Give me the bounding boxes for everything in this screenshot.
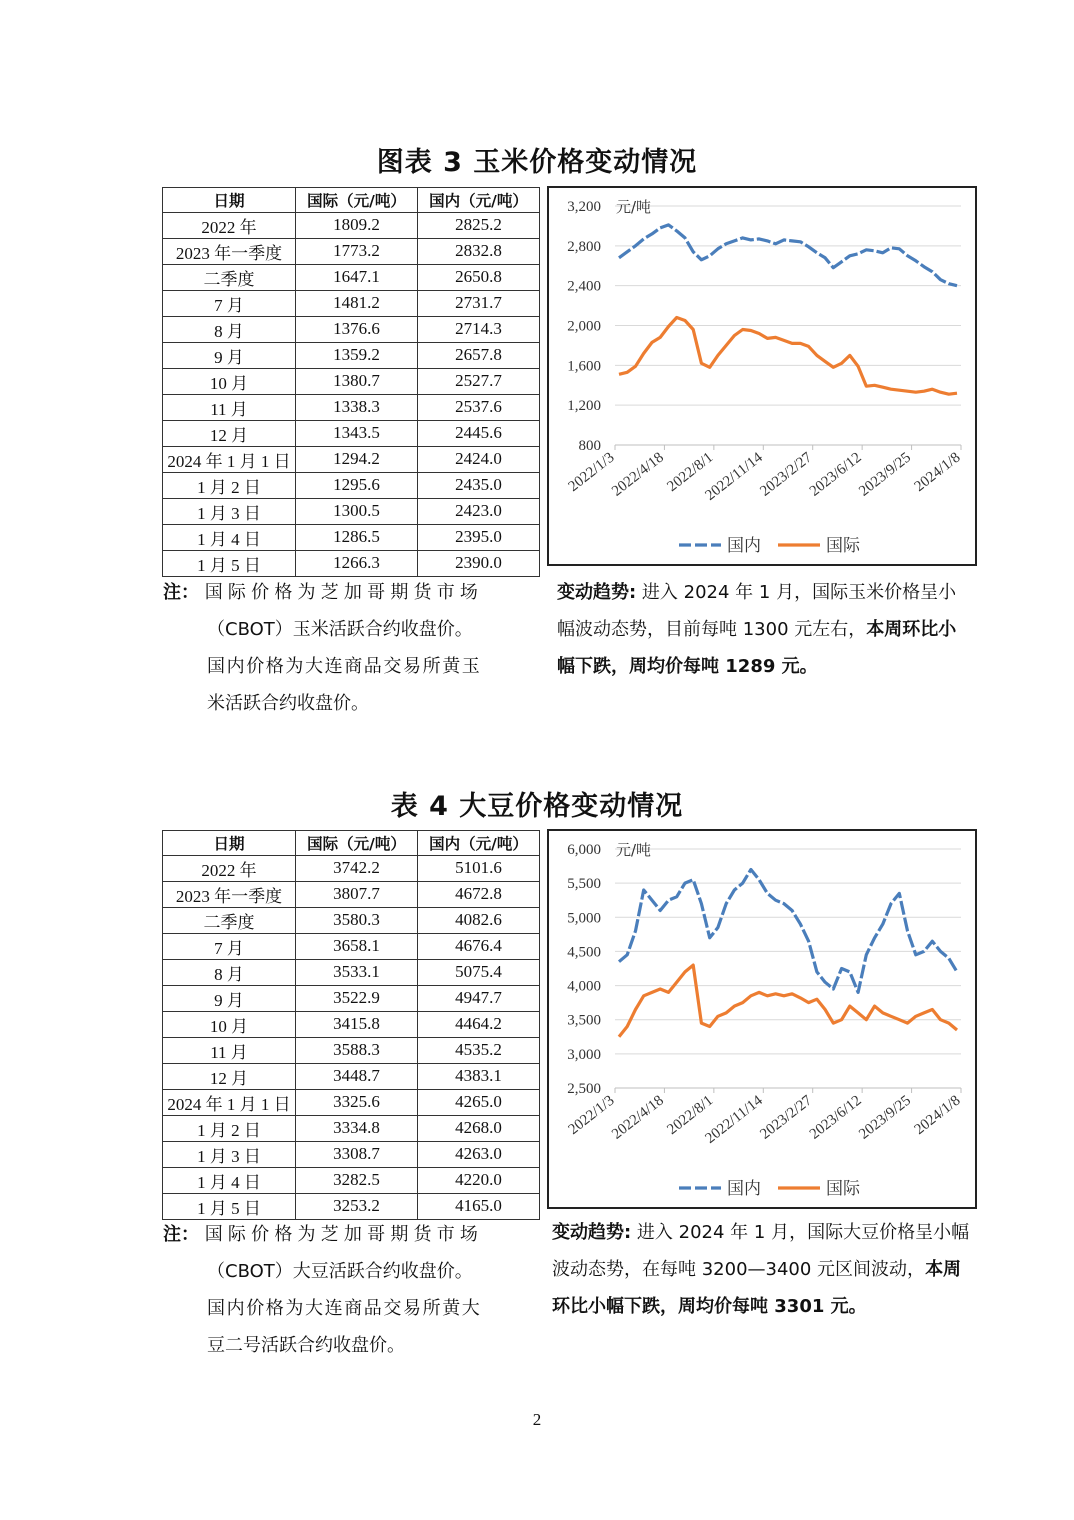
series-line-international — [619, 318, 957, 395]
cell-international: 1266.3 — [296, 550, 418, 576]
cell-date: 8 月 — [163, 959, 296, 985]
corn-price-table — [162, 187, 540, 577]
legend-label: 国内 — [727, 1179, 761, 1199]
cell-date: 7 月 — [163, 933, 296, 959]
y-tick-label: 2,400 — [567, 278, 601, 295]
table-row — [163, 342, 540, 368]
series-line-domestic — [619, 870, 957, 993]
x-tick-label: 2022/8/1 — [664, 449, 717, 495]
note-label: 注： — [163, 582, 199, 603]
note-line: （CBOT）玉米活跃合约收盘价。 — [207, 619, 473, 640]
cell-international: 1380.7 — [296, 368, 418, 394]
table-row — [163, 959, 540, 985]
table-row — [163, 1089, 540, 1115]
cell-international: 1338.3 — [296, 394, 418, 420]
note-line: （CBOT）大豆活跃合约收盘价。 — [207, 1261, 473, 1282]
cell-international: 3282.5 — [296, 1167, 418, 1193]
header-date: 日期 — [163, 188, 296, 213]
header-international: 国际（元/吨） — [296, 188, 418, 213]
cell-date: 2023 年一季度 — [163, 881, 296, 907]
x-tick-label: 2023/9/25 — [856, 449, 915, 500]
note-label: 注： — [163, 1224, 199, 1245]
note-line: 米活跃合约收盘价。 — [207, 693, 369, 714]
soy-chart-svg — [549, 831, 975, 1207]
header-date: 日期 — [163, 831, 296, 856]
cell-date: 9 月 — [163, 985, 296, 1011]
soy-price-table — [162, 830, 540, 1220]
x-tick-label: 2023/2/27 — [757, 449, 816, 500]
x-tick-label: 2022/4/18 — [609, 1092, 667, 1143]
trend-label: 变动趋势: — [557, 582, 637, 603]
cell-date: 2024 年 1 月 1 日 — [163, 446, 296, 472]
y-tick-label: 3,500 — [567, 1012, 601, 1029]
cell-international: 1295.6 — [296, 472, 418, 498]
trend-bold-text: 本周环比小幅下跌，周均价每吨 3301 元。 — [552, 1259, 962, 1317]
cell-date: 1 月 3 日 — [163, 498, 296, 524]
cell-international: 1481.2 — [296, 290, 418, 316]
table-row — [163, 881, 540, 907]
cell-international: 3415.8 — [296, 1011, 418, 1037]
trend-text: 进入 2024 年 1 月，国际玉米价格呈小幅波动态势，目前每吨 1300 元左右， — [557, 582, 957, 640]
x-tick-label: 2023/6/12 — [806, 1092, 865, 1143]
header-domestic: 国内（元/吨） — [418, 831, 540, 856]
table-row — [163, 907, 540, 933]
cell-domestic: 2731.7 — [418, 290, 540, 316]
cell-domestic: 2832.8 — [418, 238, 540, 264]
cell-domestic: 5075.4 — [418, 959, 540, 985]
cell-international: 3522.9 — [296, 985, 418, 1011]
y-tick-label: 3,200 — [567, 199, 601, 215]
cell-domestic: 4464.2 — [418, 1011, 540, 1037]
soy-section-title: 表 4 大豆价格变动情况 — [390, 791, 684, 822]
cell-date: 9 月 — [163, 342, 296, 368]
table-row — [163, 212, 540, 238]
series-line-domestic — [619, 225, 957, 286]
table-row — [163, 420, 540, 446]
cell-domestic: 4676.4 — [418, 933, 540, 959]
trend-text: 进入 2024 年 1 月，国际大豆价格呈小幅波动态势，在每吨 3200—3400 元区间波动， — [552, 1222, 970, 1280]
cell-international: 1359.2 — [296, 342, 418, 368]
table-header-row — [163, 188, 540, 213]
y-tick-label: 800 — [578, 438, 601, 454]
table-row — [163, 1141, 540, 1167]
cell-date: 二季度 — [163, 264, 296, 290]
cell-domestic: 4383.1 — [418, 1063, 540, 1089]
cell-date: 二季度 — [163, 907, 296, 933]
table-row — [163, 1037, 540, 1063]
x-tick-label: 2024/1/8 — [911, 449, 964, 495]
cell-date: 2022 年 — [163, 855, 296, 881]
cell-domestic: 2423.0 — [418, 498, 540, 524]
y-tick-label: 4,500 — [567, 944, 601, 961]
x-tick-label: 2022/8/1 — [664, 1092, 717, 1138]
cell-international: 3742.2 — [296, 855, 418, 881]
cell-international: 1809.2 — [296, 212, 418, 238]
y-tick-label: 1,600 — [567, 358, 601, 375]
cell-domestic: 2537.6 — [418, 394, 540, 420]
x-tick-label: 2023/9/25 — [856, 1092, 915, 1143]
cell-date: 1 月 2 日 — [163, 472, 296, 498]
corn-note — [163, 574, 533, 722]
cell-international: 1294.2 — [296, 446, 418, 472]
cell-domestic: 4268.0 — [418, 1115, 540, 1141]
table-row — [163, 985, 540, 1011]
cell-international: 3334.8 — [296, 1115, 418, 1141]
cell-date: 10 月 — [163, 368, 296, 394]
cell-date: 12 月 — [163, 1063, 296, 1089]
cell-domestic: 5101.6 — [418, 855, 540, 881]
y-tick-label: 2,800 — [567, 238, 601, 255]
page-number: 2 — [532, 1410, 542, 1429]
cell-domestic: 4165.0 — [418, 1193, 540, 1219]
cell-international: 3253.2 — [296, 1193, 418, 1219]
cell-domestic: 4265.0 — [418, 1089, 540, 1115]
cell-date: 11 月 — [163, 1037, 296, 1063]
cell-date: 1 月 3 日 — [163, 1141, 296, 1167]
cell-domestic: 4220.0 — [418, 1167, 540, 1193]
table-row — [163, 498, 540, 524]
table-row — [163, 1063, 540, 1089]
cell-date: 12 月 — [163, 420, 296, 446]
cell-domestic: 2445.6 — [418, 420, 540, 446]
cell-international: 1773.2 — [296, 238, 418, 264]
cell-domestic: 2714.3 — [418, 316, 540, 342]
corn-price-chart — [547, 186, 977, 566]
cell-date: 10 月 — [163, 1011, 296, 1037]
cell-date: 11 月 — [163, 394, 296, 420]
x-tick-label: 2022/1/3 — [565, 449, 618, 495]
table-row — [163, 368, 540, 394]
unit-label: 元/吨 — [616, 198, 652, 216]
table-row — [163, 855, 540, 881]
cell-date: 2024 年 1 月 1 日 — [163, 1089, 296, 1115]
cell-international: 3308.7 — [296, 1141, 418, 1167]
corn-chart-svg — [549, 188, 975, 564]
cell-international: 3807.7 — [296, 881, 418, 907]
cell-domestic: 4535.2 — [418, 1037, 540, 1063]
cell-international: 3658.1 — [296, 933, 418, 959]
cell-international: 1343.5 — [296, 420, 418, 446]
soy-price-chart — [547, 829, 977, 1209]
cell-domestic: 2527.7 — [418, 368, 540, 394]
cell-international: 1647.1 — [296, 264, 418, 290]
soy-note — [163, 1216, 533, 1364]
cell-international: 3533.1 — [296, 959, 418, 985]
legend-label: 国际 — [826, 536, 860, 556]
legend-label: 国际 — [826, 1179, 860, 1199]
x-tick-label: 2024/1/8 — [911, 1092, 964, 1138]
cell-date: 8 月 — [163, 316, 296, 342]
cell-date: 1 月 5 日 — [163, 550, 296, 576]
cell-date: 1 月 5 日 — [163, 1193, 296, 1219]
y-tick-label: 2,500 — [567, 1081, 601, 1097]
table-row — [163, 550, 540, 576]
y-tick-label: 5,000 — [567, 910, 601, 927]
cell-domestic: 2657.8 — [418, 342, 540, 368]
y-tick-label: 5,500 — [567, 876, 601, 893]
table-row — [163, 1115, 540, 1141]
table-row — [163, 1167, 540, 1193]
x-tick-label: 2022/1/3 — [565, 1092, 618, 1138]
table-row — [163, 1011, 540, 1037]
cell-international: 1300.5 — [296, 498, 418, 524]
cell-domestic: 2435.0 — [418, 472, 540, 498]
cell-date: 1 月 4 日 — [163, 524, 296, 550]
table-row — [163, 472, 540, 498]
y-tick-label: 1,200 — [567, 398, 601, 415]
unit-label: 元/吨 — [616, 841, 652, 859]
trend-bold-text: 本周环比小幅下跌，周均价每吨 1289 元。 — [557, 619, 957, 677]
note-line: 国际价格为芝加哥期货市场 — [204, 582, 484, 603]
cell-domestic: 4947.7 — [418, 985, 540, 1011]
table-row — [163, 524, 540, 550]
trend-label: 变动趋势: — [552, 1222, 632, 1243]
cell-date: 1 月 2 日 — [163, 1115, 296, 1141]
cell-date: 7 月 — [163, 290, 296, 316]
y-tick-label: 3,000 — [567, 1046, 601, 1063]
cell-domestic: 2424.0 — [418, 446, 540, 472]
table-row — [163, 290, 540, 316]
cell-date: 2022 年 — [163, 212, 296, 238]
cell-international: 3588.3 — [296, 1037, 418, 1063]
cell-date: 2023 年一季度 — [163, 238, 296, 264]
cell-date: 1 月 4 日 — [163, 1167, 296, 1193]
y-tick-label: 4,000 — [567, 978, 601, 995]
series-line-international — [619, 965, 957, 1037]
header-domestic: 国内（元/吨） — [418, 188, 540, 213]
x-tick-label: 2022/4/18 — [609, 449, 667, 500]
soy-trend — [552, 1214, 970, 1325]
cell-domestic: 2650.8 — [418, 264, 540, 290]
table-header-row — [163, 831, 540, 856]
cell-domestic: 2825.2 — [418, 212, 540, 238]
table-row — [163, 264, 540, 290]
table-row — [163, 316, 540, 342]
x-tick-label: 2022/11/14 — [702, 449, 766, 504]
y-tick-label: 2,000 — [567, 318, 601, 335]
corn-trend — [557, 574, 969, 685]
cell-international: 3325.6 — [296, 1089, 418, 1115]
x-tick-label: 2022/11/14 — [702, 1092, 766, 1147]
cell-domestic: 4263.0 — [418, 1141, 540, 1167]
table-row — [163, 238, 540, 264]
cell-domestic: 4082.6 — [418, 907, 540, 933]
cell-domestic: 2395.0 — [418, 524, 540, 550]
cell-international: 3448.7 — [296, 1063, 418, 1089]
cell-international: 1286.5 — [296, 524, 418, 550]
y-tick-label: 6,000 — [567, 842, 601, 858]
legend-label: 国内 — [727, 536, 761, 556]
header-international: 国际（元/吨） — [296, 831, 418, 856]
corn-section-title: 图表 3 玉米价格变动情况 — [376, 147, 698, 178]
note-line: 国际价格为芝加哥期货市场 — [204, 1224, 484, 1245]
note-line: 国内价格为大连商品交易所黄玉 — [207, 656, 482, 677]
x-tick-label: 2023/6/12 — [806, 449, 865, 500]
table-row — [163, 394, 540, 420]
table-row — [163, 446, 540, 472]
note-line: 国内价格为大连商品交易所黄大 — [207, 1298, 482, 1319]
x-tick-label: 2023/2/27 — [757, 1092, 816, 1143]
cell-international: 1376.6 — [296, 316, 418, 342]
cell-international: 3580.3 — [296, 907, 418, 933]
note-line: 豆二号活跃合约收盘价。 — [207, 1335, 405, 1356]
table-row — [163, 933, 540, 959]
cell-domestic: 4672.8 — [418, 881, 540, 907]
cell-domestic: 2390.0 — [418, 550, 540, 576]
